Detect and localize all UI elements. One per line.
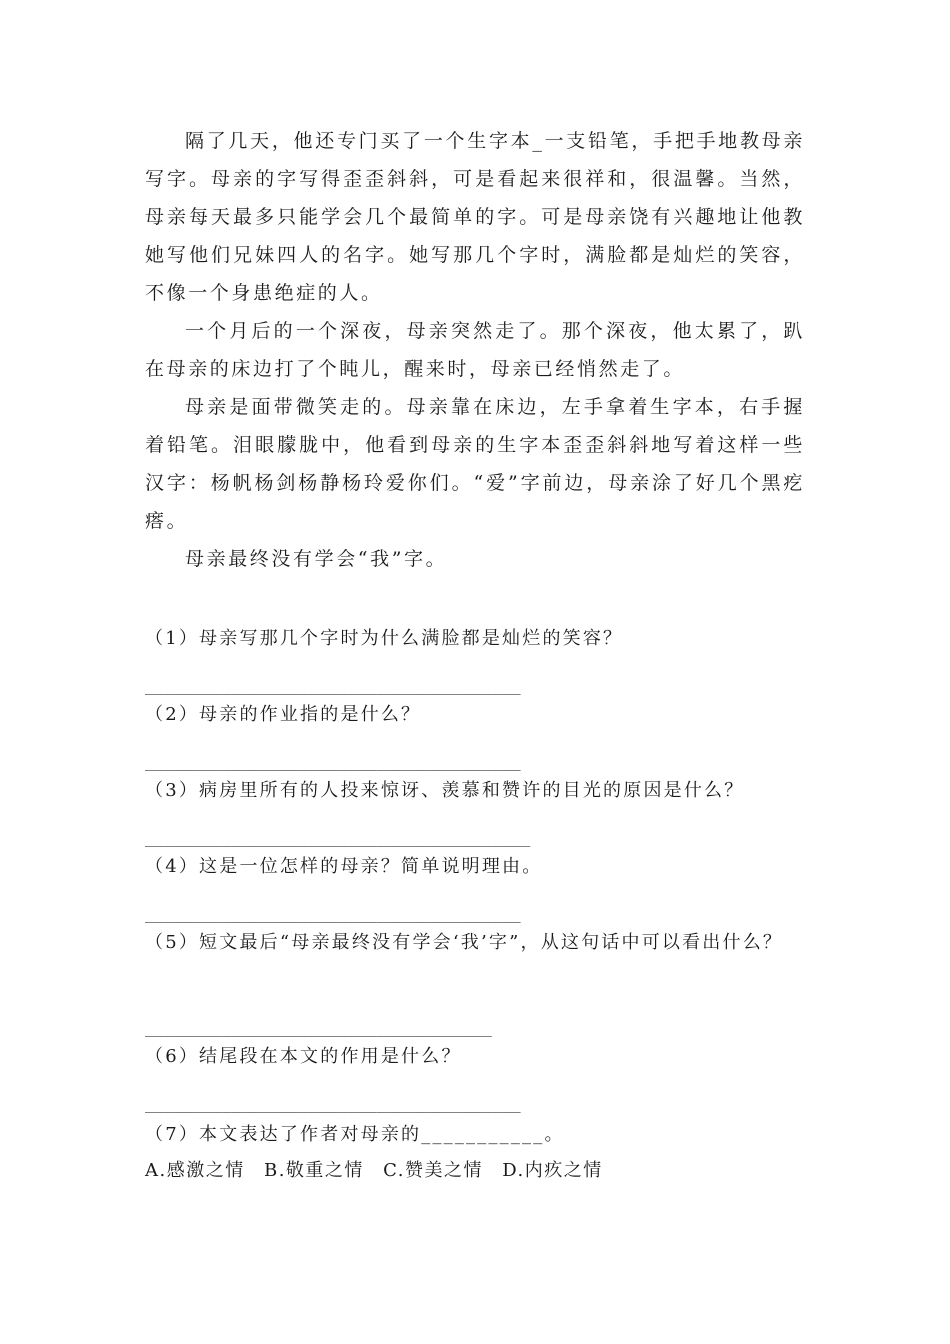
- answer-line-5[interactable]: ____________________________________: [145, 1018, 492, 1037]
- question-1: （1）母亲写那几个字时为什么满脸都是灿烂的笑容？: [145, 628, 624, 649]
- answer-line-1[interactable]: _______________________________________: [145, 676, 521, 695]
- question-2: （2）母亲的作业指的是什么？: [145, 704, 422, 725]
- option-a[interactable]: A.感激之情: [145, 1160, 245, 1181]
- passage-paragraph-2: 一个月后的一个深夜，母亲突然走了。那个深夜，他太累了，趴在母亲的床边打了个盹儿，醒来时，母亲已经悄然走了。: [145, 320, 805, 380]
- option-b[interactable]: B.敬重之情: [263, 1160, 364, 1181]
- question-3: （3）病房里所有的人投来惊讶、羡慕和赞许的目光的原因是什么？: [145, 780, 745, 801]
- option-c[interactable]: C.赞美之情: [383, 1160, 484, 1181]
- answer-line-2[interactable]: _______________________________________: [145, 752, 521, 771]
- question-7: （7）本文表达了作者对母亲的___________。: [145, 1124, 565, 1145]
- passage-paragraph-3: 母亲是面带微笑走的。母亲靠在床边，左手拿着生字本，右手握着铅笔。泪眼朦胧中，他看到母亲的生字本歪歪斜斜地写着这样一些汉字：杨帆杨剑杨静杨玲爱你们。“爱”字前边，母亲涂了好几个黑疙瘩。: [145, 396, 805, 532]
- answer-line-4[interactable]: _______________________________________: [145, 904, 521, 923]
- option-d[interactable]: D.内疚之情: [502, 1160, 603, 1181]
- answer-line-6[interactable]: _______________________________________: [145, 1094, 521, 1113]
- passage-paragraph-1: 隔了几天，他还专门买了一个生字本_一支铅笔，手把手地教母亲写字。母亲的字写得歪歪斜斜，可是看起来很祥和，很温馨。当然，母亲每天最多只能学会几个最简单的字。可是母亲饶有兴趣地让他教她写他们兄妹四人的名字。她写那几个字时，满脸都是灿烂的笑容，不像一个身患绝症的人。: [145, 130, 805, 304]
- passage-paragraph-4: 母亲最终没有学会“我”字。: [185, 548, 448, 570]
- question-7-options: [145, 1156, 615, 1186]
- question-4: （4）这是一位怎样的母亲？简单说明理由。: [145, 856, 543, 877]
- question-6: （6）结尾段在本文的作用是什么？: [145, 1046, 462, 1067]
- answer-line-3[interactable]: ________________________________________: [145, 828, 531, 847]
- reading-passage: [145, 122, 805, 578]
- question-5: （5）短文最后“母亲最终没有学会‘我’字”，从这句话中可以看出什么？: [145, 932, 784, 953]
